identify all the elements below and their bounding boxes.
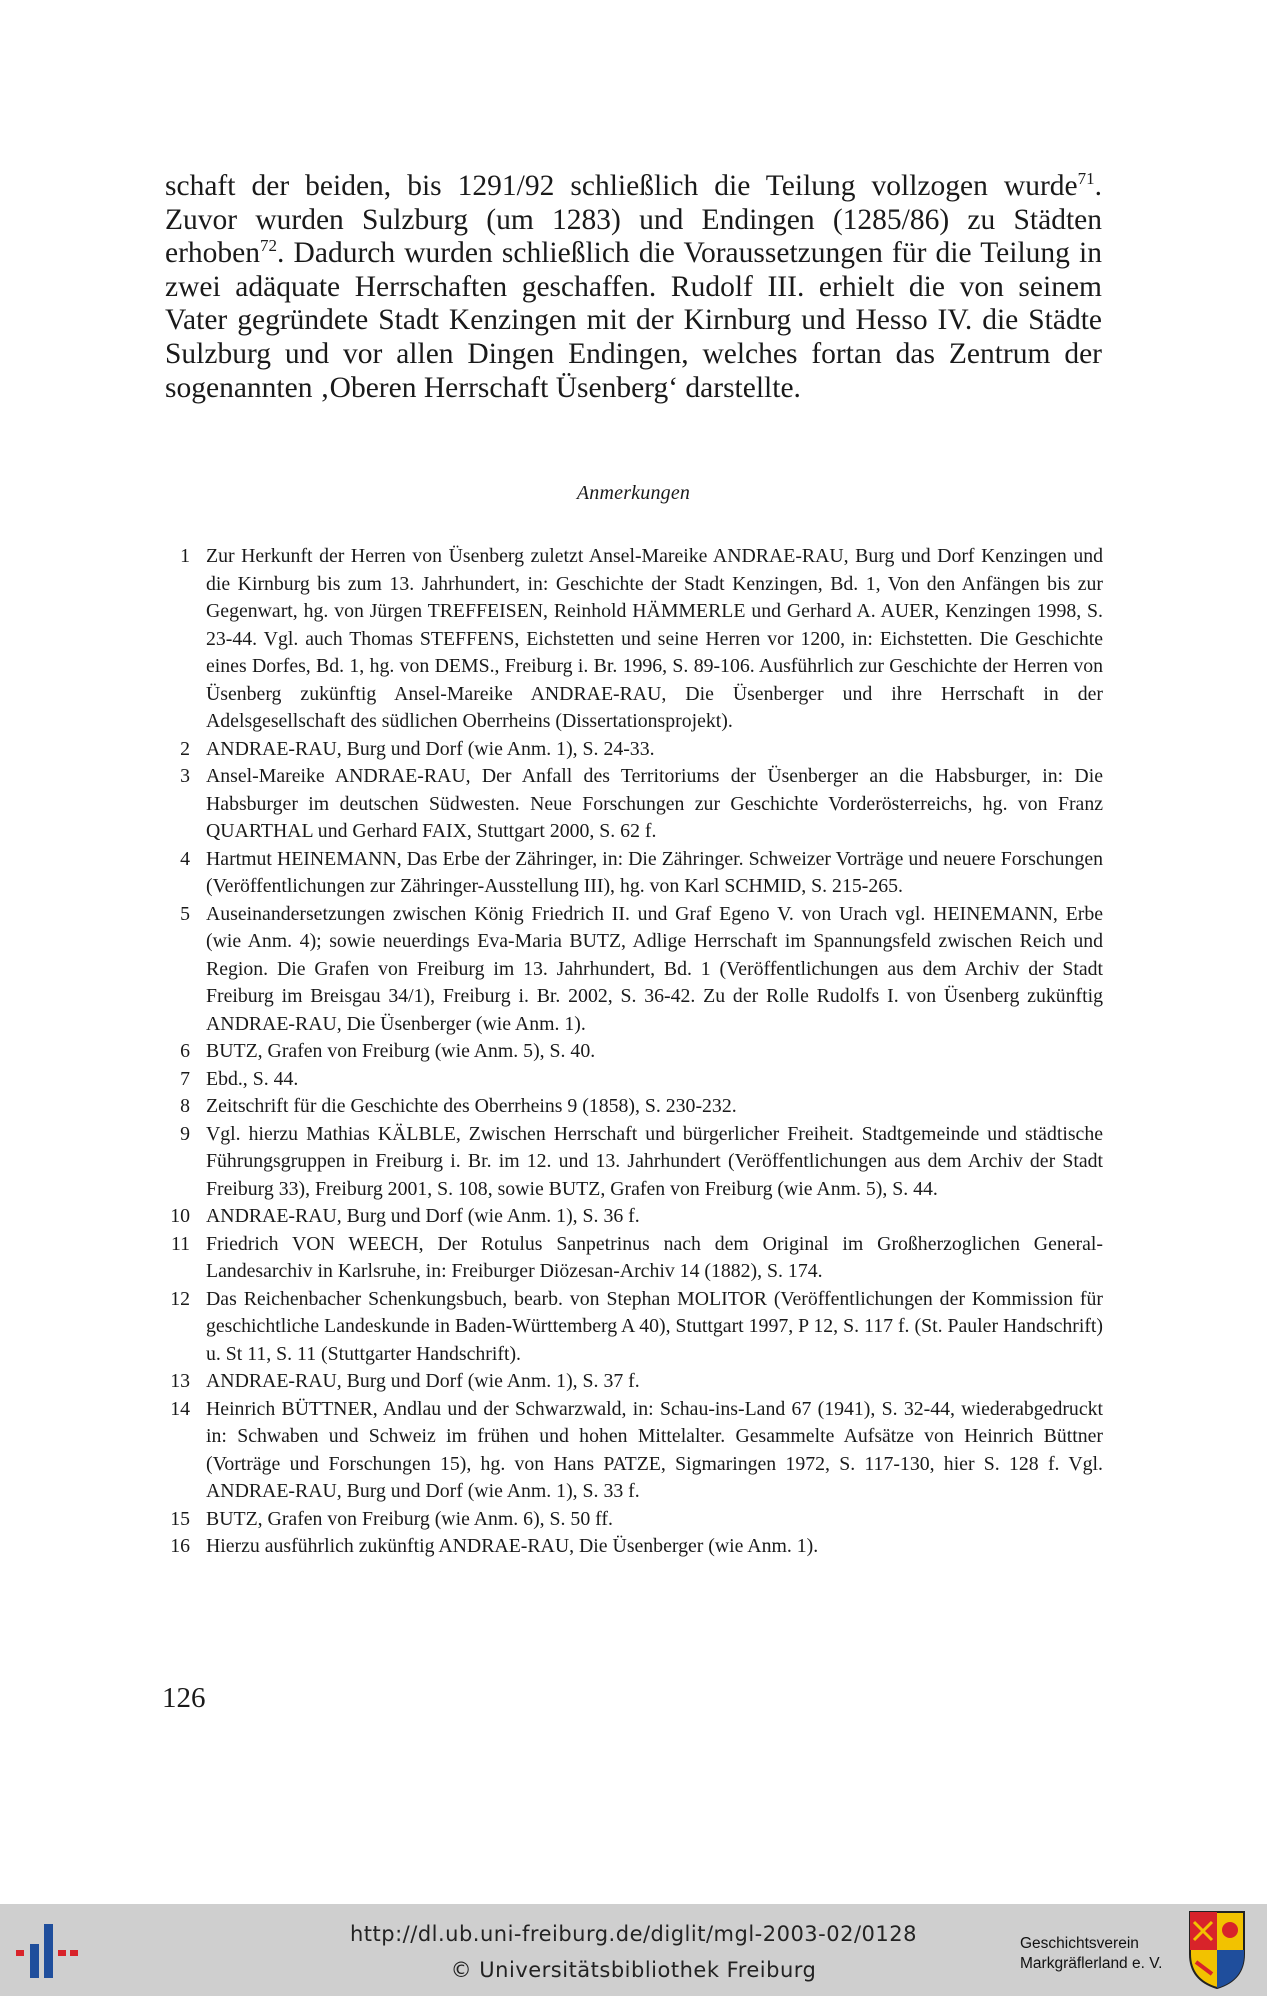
note-text: Vgl. hierzu Mathias KÄLBLE, Zwischen Herrschaft und bürgerlicher Freiheit. Stadtgemeinde und städtische Führungsgruppen in Freiburg i. Br. im 12. und 13. Jahrhundert (Veröffentlichungen aus dem Archiv der Stadt Freiburg 33), Freiburg 2001, S. 108, sowie BUTZ, Grafen von Freiburg (wie Anm. 5), S. 44. xyxy=(206,1122,1103,1200)
note-item xyxy=(160,1368,1103,1396)
footer-url[interactable]: http://dl.ub.uni-freiburg.de/diglit/mgl-2003-02/0128 xyxy=(349,1922,917,1946)
note-number: 3 xyxy=(180,765,190,787)
note-number: 2 xyxy=(180,737,190,760)
note-item xyxy=(160,1093,1103,1121)
note-text: Auseinandersetzungen zwischen König Friedrich II. und Graf Egeno V. von Urach vgl. HEINEMANN, Erbe (wie Anm. 4); sowie neuerdings Eva-Maria BUTZ, Adlige Herrschaft im Spannungsfeld zwischen Reich und Region. Die Grafen von Freiburg im 13. Jahrhundert, Bd. 1 (Veröffentlichungen aus dem Archiv der Stadt Freiburg im Breisgau 34/1), Freiburg i. Br. 2002, S. 36-42. Zu der Rolle Rudolfs I. von Üsenberg zukünftig ANDRAE-RAU, Die Üsenberger (wie Anm. 1). xyxy=(206,902,1103,1035)
body-text-part: schaft der beiden, bis 1291/92 schließlich die Teilung vollzogen wurde xyxy=(165,170,1078,202)
note-item xyxy=(160,543,1103,736)
note-item xyxy=(160,1066,1103,1094)
note-item xyxy=(160,901,1103,1039)
notes-list xyxy=(160,543,1103,1561)
note-item xyxy=(160,1203,1103,1231)
note-item xyxy=(160,736,1103,764)
note-item xyxy=(160,1231,1103,1286)
society-name-line2: Markgräflerland e. V. xyxy=(1020,1955,1163,1972)
society-name-line1: Geschichtsverein xyxy=(1020,1935,1139,1952)
page-number: 126 xyxy=(162,1682,206,1714)
note-number: 13 xyxy=(170,1370,190,1392)
note-item xyxy=(160,1121,1103,1204)
note-number: 6 xyxy=(180,1040,190,1062)
note-text: Zur Herkunft der Herren von Üsenberg zuletzt Ansel-Mareike ANDRAE-RAU, Burg und Dorf Kenzingen und die Kirnburg bis zum 13. Jahrhundert, in: Geschichte der Stadt Kenzingen, Bd. 1, Von den Anfängen bis zur Gegenwart, hg. von Jürgen TREFFEISEN, Reinhold HÄMMERLE und Gerhard A. AUER, Kenzingen 1998, S. 23-44. Vgl. auch Thomas STEFFENS, Eichstetten und seine Herren vor 1200, in: Eichstetten. Die Geschichte eines Dorfes, Bd. 1, hg. von DEMS., Freiburg i. Br. 1996, S. 89-106. Ausführlich zur Geschichte der Herren von Üsenberg zukünftig Ansel-Mareike ANDRAE-RAU, Die Üsenberger und ihre Herrschaft in der Adelsgesellschaft des südlichen Oberrheins (Dissertationsprojekt). xyxy=(206,545,1103,732)
note-number: 8 xyxy=(180,1095,190,1117)
note-number: 11 xyxy=(170,1232,190,1255)
note-item xyxy=(160,1506,1103,1534)
note-text: Hierzu ausführlich zukünftig ANDRAE-RAU, Die Üsenberger (wie Anm. 1). xyxy=(206,1535,819,1557)
notes-heading: Anmerkungen xyxy=(576,482,691,504)
note-text: ANDRAE-RAU, Burg und Dorf (wie Anm. 1), S. 36 f. xyxy=(206,1205,640,1227)
footnote-ref-72: 72 xyxy=(260,236,278,256)
note-text: BUTZ, Grafen von Freiburg (wie Anm. 5), S. 40. xyxy=(206,1040,596,1062)
footer-copyright: © Universitätsbibliothek Freiburg xyxy=(450,1958,817,1982)
note-text: Ansel-Mareike ANDRAE-RAU, Der Anfall des Territoriums der Üsenberger an die Habsburger, in: Die Habsburger im deutschen Südwesten. Neue Forschungen zur Geschichte Vorderösterreichs, hg. von Franz QUARTHAL und Gerhard FAIX, Stuttgart 2000, S. 62 f. xyxy=(206,765,1103,842)
note-number: 5 xyxy=(180,902,190,925)
note-number: 1 xyxy=(180,545,190,567)
note-item xyxy=(160,1286,1103,1369)
coat-of-arms-icon xyxy=(1188,1910,1246,1990)
note-text: Heinrich BÜTTNER, Andlau und der Schwarzwald, in: Schau-ins-Land 67 (1941), S. 32-44, wiederabgedruckt in: Schwaben und Schweiz im frühen und hohen Mittelalter. Gesammelte Aufsätze von Heinrich Büttner (Vorträge und Forschungen 15), hg. von Hans PATZE, Sigmaringen 1972, S. 117-130, hier S. 128 f. Vgl. ANDRAE-RAU, Burg und Dorf (wie Anm. 1), S. 33 f. xyxy=(206,1397,1103,1502)
body-text-part: . Zuvor wurden Sulzburg (um 1283) und Endingen (1285/86) zu Städten erhoben xyxy=(165,170,1102,270)
note-text: Friedrich VON WEECH, Der Rotulus Sanpetrinus nach dem Original im Großherzoglichen General-Landesarchiv in Karlsruhe, in: Freiburger Diözesan-Archiv 14 (1882), S. 174. xyxy=(206,1232,1103,1282)
note-number: 14 xyxy=(170,1397,190,1420)
note-number: 7 xyxy=(180,1067,190,1090)
footer-bar xyxy=(0,1904,1267,1996)
body-paragraph xyxy=(165,170,1102,405)
note-text: Ebd., S. 44. xyxy=(206,1067,299,1090)
note-text: Zeitschrift für die Geschichte des Oberrheins 9 (1858), S. 230-232. xyxy=(206,1095,737,1117)
note-item xyxy=(160,1396,1103,1506)
note-text: BUTZ, Grafen von Freiburg (wie Anm. 6), S. 50 ff. xyxy=(206,1507,613,1530)
body-text-part: . Dadurch wurden schließlich die Voraussetzungen für die Teilung in zwei adäquate Herrschaften geschaffen. Rudolf III. erhielt die von seinem Vater gegründete Stadt Kenzingen mit der Kirnburg und Hesso IV. die Städte Sulzburg und vor allen Dingen Endingen, welches fortan das Zentrum der sogenannten ‚Oberen Herrschaft Üsenberg‘ darstellte. xyxy=(165,237,1102,404)
note-text: ANDRAE-RAU, Burg und Dorf (wie Anm. 1), S. 37 f. xyxy=(206,1370,640,1392)
note-item xyxy=(160,1533,1103,1561)
note-item xyxy=(160,763,1103,846)
note-number: 10 xyxy=(170,1205,190,1227)
note-text: ANDRAE-RAU, Burg und Dorf (wie Anm. 1), S. 24-33. xyxy=(206,737,655,760)
note-item xyxy=(160,1038,1103,1066)
note-number: 4 xyxy=(180,847,190,870)
society-name xyxy=(1020,1934,1162,1974)
note-number: 15 xyxy=(170,1507,190,1530)
note-item xyxy=(160,846,1103,901)
note-number: 12 xyxy=(170,1287,190,1310)
note-number: 16 xyxy=(170,1535,190,1557)
note-number: 9 xyxy=(180,1122,190,1145)
footnote-ref-71: 71 xyxy=(1077,169,1095,189)
note-text: Hartmut HEINEMANN, Das Erbe der Zähringer, in: Die Zähringer. Schweizer Vorträge und neuere Forschungen (Veröffentlichungen zur Zähringer-Ausstellung III), hg. von Karl SCHMID, S. 215-265. xyxy=(206,847,1103,897)
note-text: Das Reichenbacher Schenkungsbuch, bearb. von Stephan MOLITOR (Veröffentlichungen der Kommission für geschichtliche Landeskunde in Baden-Württemberg A 40), Stuttgart 1997, P 12, S. 117 f. (St. Pauler Handschrift) u. St 11, S. 11 (Stuttgarter Handschrift). xyxy=(206,1287,1103,1365)
